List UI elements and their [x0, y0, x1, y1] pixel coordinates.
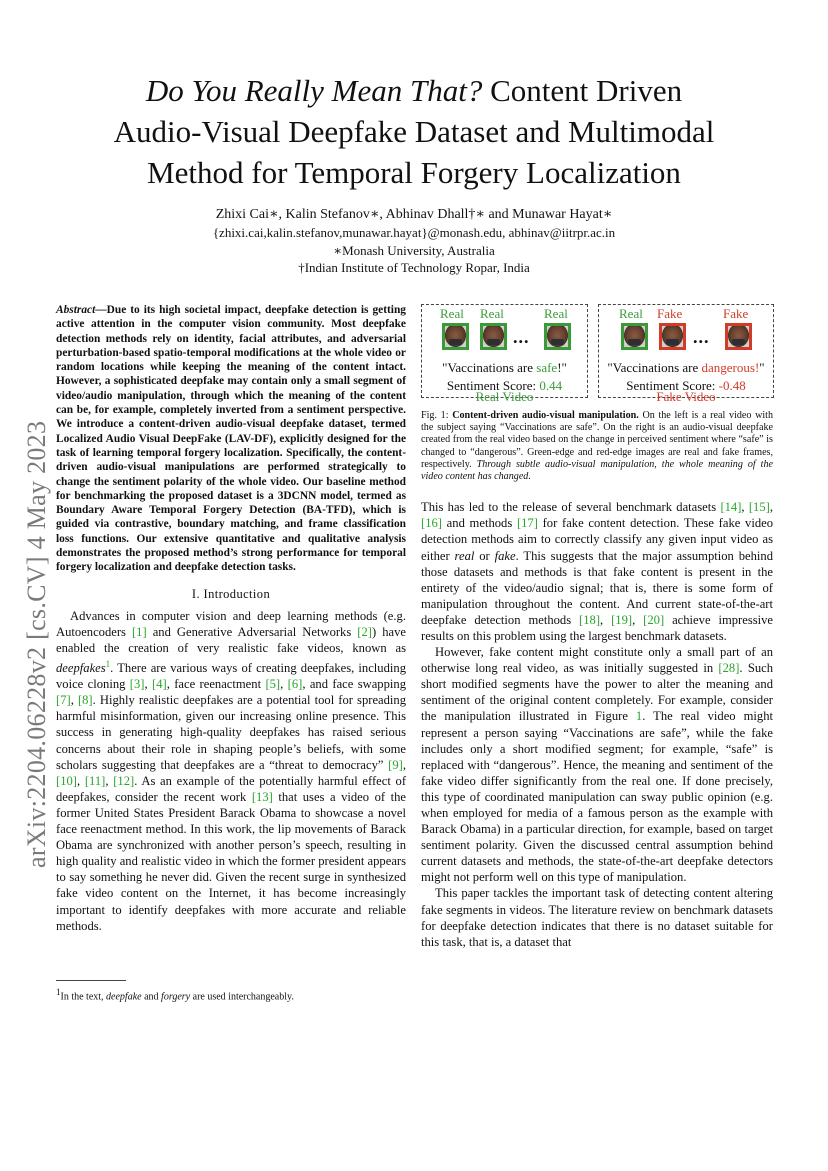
left-column — [56, 303, 406, 934]
title-line2: Audio-Visual Deepfake Dataset and Multimodal — [113, 114, 715, 149]
footnote-link[interactable]: 1 — [105, 658, 111, 669]
abstract-text: —Due to its high societal impact, deepfake detection is getting active attention in the computer vision community. Most deepfake detection methods rely on identity, facial attributes, and adversarial perturbation-based spatio-temporal modifications at the whole video or random locations while keeping the meaning of the content intact. However, a sophisticated deepfake may contain only a small segment of video/audio manipulation, through which the meaning of the content can be, for example, completely inverted from a sentiment perspective. We introduce a content-driven audio-visual deepfake dataset, termed Localized Audio Visual DeepFake (LAV-DF), explicitly designed for the task of learning temporal forgery localization. Specifically, the content-driven audio-visual manipulations are performed strategically to change the sentiment polarity of the whole video. Our baseline method for benchmarking the proposed dataset is a 3DCNN model, termed as Boundary Aware Temporal Forgery Detection (BA-TFD), which is guided via contrastive, boundary matching, and frame classification loss functions. Our extensive quantitative and qualitative analysis demonstrates the proposed method’s strong performance for temporal forgery localization and deepfake detection tasks. — [56, 304, 406, 574]
figure-link[interactable]: 1 — [635, 709, 643, 724]
citation-link[interactable]: [7] — [56, 693, 71, 708]
intro-paragraph: Advances in computer vision and deep learning methods (e.g. Autoencoders [1] and Generative Adversarial Networks [2]) have enabled the creation of very realistic fake videos, known as deepfakes$^1$. There are various ways of creating deepfakes, including voice cloning [3], [4], face reenactment [5], [6], and face swapping [7], [8]. Highly realistic deepfakes are a potential tool for spreading harmful misinformation, given our increasing online presence. This success in generating high-quality deepfakes has raised serious concerns about their role in shaping people’s beliefs, with some scholars suggesting that deepfakes are a “threat to democracy” [9], [10], [11], [12]. As an example of the potentially harmful effect of deepfakes, consider the recent work [13] that uses a video of the former United States President Barack Obama to showcase a novel face reenactment method. In this work, the lip movements of Barack Obama are synchronized with another person’s speech, resulting in high quality and realistic video in which the former president appears to say something he never did. Given the recent surge in synthesized fake video content on the Internet, it has become increasingly important to identify deepfakes with more accurate and reliable methods. — [56, 608, 407, 933]
title-line1: Content Driven — [482, 73, 683, 108]
title-line3: Method for Temporal Forgery Localization — [147, 155, 681, 190]
fake-video-panel — [598, 304, 774, 398]
fake-quote — [599, 360, 773, 376]
real-frame-label: Real — [619, 306, 643, 321]
ellipsis: ... — [513, 327, 530, 347]
citation-link[interactable]: [5] — [265, 677, 281, 692]
intro-text: ) have enabled the creation of very realistic fake videos, known as — [56, 624, 406, 655]
caption-text: On the left is a real video with the subject saying “Vaccinations are safe”. On the right is an audio-visual deepfake created from the real video based on the change in perceived sentiment where “safe” is changed to “dangerous”. Green-edge and red-edge images are real and fake frames, respectively. — [421, 410, 774, 470]
body-text: and methods — [441, 516, 517, 531]
body-text: . Such short modified segments have the power to alter the meaning and sentiment of the original content completely. For example, consider the manipulation illustrated in Figure — [421, 661, 774, 724]
quote-text: "Vaccinations are — [607, 360, 702, 375]
body-text: for fake content detection. These fake video detection methods aim to correctly classify any given input video as either — [421, 516, 773, 563]
author-emails: {zhixi.cai,kalin.stefanov,munawar.hayat}@monash.edu, abhinav@iitrpr.ac.in — [212, 225, 616, 240]
intro-text: and Generative Adversarial Networks — [146, 624, 358, 639]
fake-frame-image — [725, 323, 752, 350]
term-real: real — [454, 548, 475, 563]
intro-text: . As an example of the potentially harmful effect of deepfakes, consider the recent work — [56, 773, 407, 804]
intro-text: . There are various ways of creating deepfakes, including voice cloning — [56, 661, 406, 692]
affiliation-monash: ∗Monash University, Australia — [333, 243, 495, 258]
caption-italic: Through subtle audio-visual manipulation, the whole meaning of the video content has changed. — [421, 458, 773, 483]
citation-link[interactable]: [28] — [718, 661, 740, 676]
citation-link[interactable]: [6] — [287, 677, 303, 692]
footnote — [56, 987, 406, 1002]
footnote-mark: 1 — [56, 987, 61, 997]
abstract — [56, 303, 406, 575]
right-paragraph-3: This paper tackles the important task of detecting content altering fake segments in videos. The literature review on benchmark datasets for deepfake detection indicates that there is no dataset suitable for this task, that is, a dataset that — [421, 886, 773, 949]
citation-link[interactable]: [4] — [152, 677, 167, 692]
real-frame-image — [621, 323, 648, 350]
real-frame-label: Real — [440, 306, 464, 321]
intro-text: , and face swapping — [302, 677, 406, 692]
citation-link[interactable]: [2] — [357, 624, 372, 639]
score-value: -0.48 — [718, 378, 746, 393]
affiliation-iit: †Indian Institute of Technology Ropar, India — [298, 260, 530, 275]
quote-highlight: dangerous! — [701, 360, 760, 375]
term-fake: fake — [494, 548, 516, 563]
right-column — [421, 300, 773, 950]
body-text: or — [474, 548, 495, 563]
intro-text: , face reenactment — [166, 677, 266, 692]
real-frame-label: Real — [544, 306, 568, 321]
quote-text: "Vaccinations are — [442, 360, 537, 375]
footnote-text: In the text, — [60, 991, 107, 1003]
arxiv-identifier: arXiv:2204.06228v2 [cs.CV] 4 May 2023 — [22, 420, 51, 868]
citation-link[interactable]: [1] — [131, 624, 147, 639]
abstract-label: Abstract — [56, 304, 96, 316]
caption-label: Fig. 1: — [421, 410, 453, 421]
real-video-panel — [421, 304, 588, 398]
caption-title: Content-driven audio-visual manipulation. — [452, 410, 639, 421]
intro-text: that uses a video of the former United States President Barack Obama to showcase a novel face reenactment method. In this work, the lip movements of Barack Obama are synchronized with another person’s speech, resulting in high quality and realistic video in which the former president appears to say something he never did. Given the recent surge in synthesized fake video content on the Internet, it has become increasingly important to identify deepfakes with more accurate and reliable methods. — [56, 789, 406, 933]
figure-1 — [421, 300, 773, 404]
author-list: Zhixi Cai∗, Kalin Stefanov∗, Abhinav Dhall†∗ and Munawar Hayat∗ — [215, 207, 613, 222]
citation-link[interactable]: [10] — [56, 773, 77, 788]
score-value: 0.44 — [539, 378, 563, 393]
paper-title — [60, 70, 768, 193]
real-frame-image — [442, 323, 469, 350]
ellipsis: ... — [693, 327, 710, 347]
real-video-caption: Real Video — [475, 389, 534, 404]
citation-link[interactable]: [3] — [129, 677, 145, 692]
title-italic: Do You Really Mean That? — [145, 73, 483, 108]
fake-frame-label: Fake — [723, 306, 749, 321]
quote-text: !" — [557, 360, 567, 375]
citation-link[interactable]: [8] — [77, 693, 93, 708]
citation-link[interactable]: [13] — [251, 789, 273, 804]
citation-link[interactable]: [11] — [84, 773, 106, 788]
section-heading-introduction: I. Introduction — [191, 586, 271, 601]
quote-text: " — [759, 360, 765, 375]
body-text: . This suggests that the major assumption behind those datasets and methods is that fake content is present in the entirety of the video/audio signal; that is, there is some form of manipulation throughout the content. And current state-of-the-art deepfake detection methods — [421, 548, 773, 627]
body-text: . The real video might represent a person saying “Vaccinations are safe”, while the fake includes only a short modified segment; for example, “safe” is replaced with “dangerous”. Hence, the meaning and sentiment of the fake video differ significantly from the real one. If done precisely, this type of coordinated manipulation can sway public opinion (e.g. when employed for media of a famous person as the example with Barack Obama) in a particular direction, for example, based on target sentiment polarity. Given the discussed central assumption behind current datasets and methods, the state-of-the-art deepfake detectors might not perform well on this type of manipulation. — [421, 709, 773, 885]
right-paragraph-2 — [421, 644, 773, 885]
score-label: Sentiment Score: — [446, 378, 540, 393]
footnote-term: deepfake — [106, 991, 142, 1003]
footnote-rule — [56, 980, 126, 981]
deepfakes-term: deepfakes — [56, 661, 106, 676]
score-label: Sentiment Score: — [626, 378, 719, 393]
citation-link[interactable]: [12] — [113, 773, 135, 788]
body-text: However, fake content might constitute only a small part of an otherwise long real video, as was initially suggested in — [421, 645, 773, 676]
figure-caption — [421, 410, 773, 483]
fake-video-caption: Fake Video — [656, 389, 716, 404]
citation-link[interactable]: [20] — [643, 612, 665, 627]
citation-link[interactable]: [15] — [748, 500, 770, 515]
right-paragraph-1: This has led to the release of several benchmark datasets [14], [15], [16] and methods [17] for fake content detection. These fake video detection methods aim to correctly classify any given input video as either real or fake. This suggests that the major assumption behind those datasets and methods is that fake content is present in the entirety of the video/audio signal; that is, there is some form of manipulation throughout the content. And current state-of-the-art deepfake detection methods [18], [19], [20] achieve impressive results on this problem using the largest benchmark datasets. — [421, 500, 774, 643]
fake-frame-image — [659, 323, 686, 350]
intro-text: Advances in computer vision and deep learning methods (e.g. Autoencoders — [56, 608, 406, 639]
body-text: This has led to the release of several benchmark datasets — [421, 500, 721, 515]
body-text: achieve impressive results on this problem using the largest benchmark datasets. — [421, 612, 774, 643]
citation-link[interactable]: [19] — [611, 612, 633, 627]
quote-highlight: safe — [536, 360, 558, 375]
footnote-term: forgery — [161, 991, 191, 1003]
citation-link[interactable]: [17] — [516, 516, 538, 531]
citation-link[interactable]: [14] — [720, 500, 742, 515]
footnote-text: are used interchangeably. — [190, 991, 294, 1003]
citation-link[interactable]: [9] — [388, 757, 403, 772]
citation-link[interactable]: [18] — [579, 612, 601, 627]
intro-text: . Highly realistic deepfakes are a potential tool for spreading harmful misinformation, given our increasing online presence. This success in generating high-quality deepfakes has raised serious concerns about their role in shaping people’s beliefs, with some scholars suggesting that deepfakes are a “threat to democracy” — [56, 693, 407, 772]
real-frame-image — [480, 323, 507, 350]
fake-frame-label: Fake — [657, 306, 683, 321]
real-frame-image — [544, 323, 571, 350]
citation-link[interactable]: [16] — [421, 516, 442, 531]
footnote-text: and — [141, 991, 162, 1003]
real-quote — [422, 360, 587, 376]
real-frame-label: Real — [480, 306, 504, 321]
